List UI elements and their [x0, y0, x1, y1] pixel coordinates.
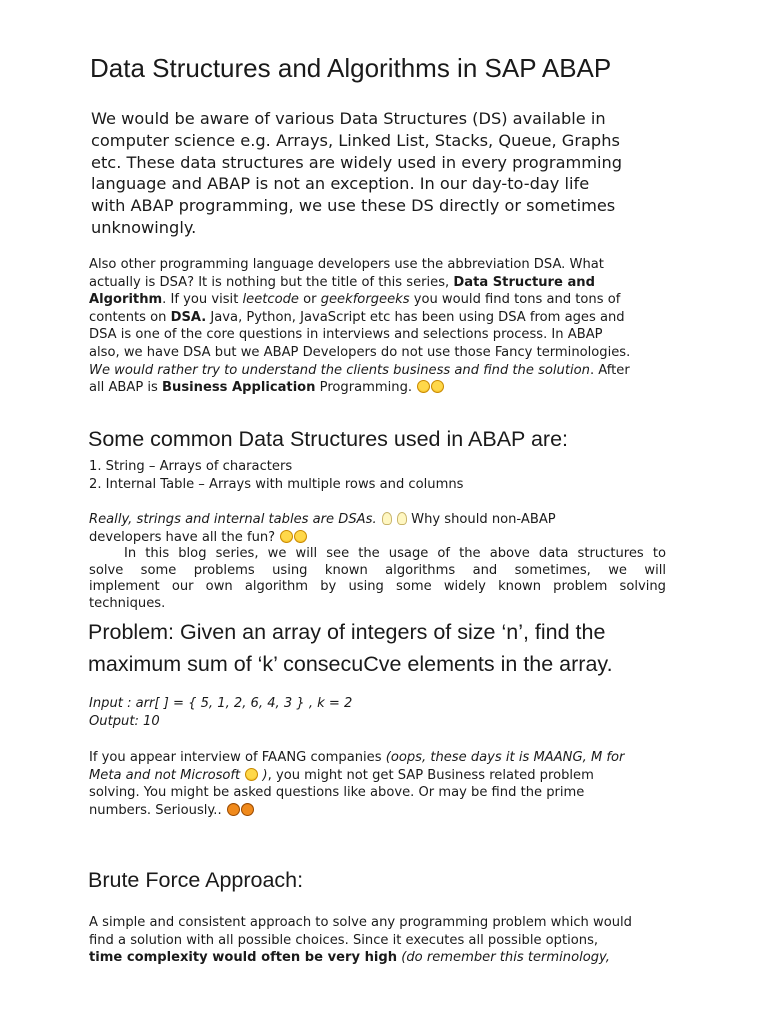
heart-eyes-face-icon [245, 768, 258, 781]
paragraph-line: DSA is one of the core questions in interviews and selections process. In ABAP [89, 327, 603, 343]
ds-list [89, 458, 714, 493]
paragraph-line: also, we have DSA but we ABAP Developers do not use those Fancy terminologies. [89, 344, 631, 360]
text-run: If you appear interview of FAANG companies [89, 750, 386, 765]
paragraph-line: Also other programming language developers use the abbreviation DSA. What [89, 257, 604, 272]
paragraph-line [89, 291, 714, 309]
text-run: Java, Python, JavaScript etc has been using DSA from ages and [206, 309, 625, 325]
text-run: . If you visit [162, 292, 243, 308]
light-bulb-icon [397, 512, 407, 525]
list-item: 1. String – Arrays of characters [89, 459, 293, 474]
text-run: you would find tons and tons of [409, 292, 621, 308]
text-run: actually is DSA? It is nothing but the title of this series, [89, 274, 454, 290]
italic-text: (oops, these days it is MAANG, M for [385, 750, 625, 765]
paragraph-line [89, 529, 666, 547]
winking-tongue-face-icon [431, 380, 444, 393]
paragraph-line: implement our own algorithm by using some widely known problem solving [89, 579, 666, 595]
text-run: developers have all the fun? [89, 529, 280, 545]
text-run: . After [589, 362, 630, 378]
list-item: 2. Internal Table – Arrays with multiple rows and columns [89, 476, 464, 492]
intro-line: unknowingly. [91, 217, 197, 237]
paragraph-line: A simple and consistent approach to solve any programming problem which would [89, 915, 632, 930]
intro-paragraph [91, 108, 701, 239]
paragraph-line: In this blog series, we will see the usage of the above data structures to [124, 546, 666, 562]
intro-line: language and ABAP is not an exception. In our day-to-day life [91, 174, 590, 194]
paragraph-line [89, 309, 714, 327]
problem-line: Problem: Given an array of integers of size ‘n’, find the [88, 620, 606, 644]
faang-paragraph [89, 749, 714, 819]
example-input: Input : arr[ ] = { 5, 1, 2, 6, 4, 3 } , k = 2 [89, 696, 353, 711]
brute-force-paragraph [89, 914, 714, 967]
paragraph-line: solving. You might be asked questions like above. Or may be find the prime [89, 785, 585, 801]
bold-text: Algorithm [89, 292, 163, 308]
winking-tongue-face-icon [417, 380, 430, 393]
bold-text: Data Structure and [453, 274, 595, 290]
section-heading: Brute Force Approach: [88, 868, 304, 892]
text-run: or [298, 292, 321, 308]
problem-heading [88, 616, 613, 680]
paragraph-line: find a solution with all possible choices. Since it executes all possible options, [89, 932, 599, 948]
italic-text: We would rather try to understand the clients business and find the solution [89, 362, 590, 378]
text-run: Programming. [315, 380, 417, 396]
problem-line: maximum sum of ‘k’ consecuCve elements in the array. [88, 652, 613, 676]
paragraph-line [89, 802, 714, 820]
italic-text: leetcode [242, 292, 299, 308]
paragraph-line [89, 949, 714, 967]
italic-text: ) [258, 767, 268, 783]
page-title: Data Structures and Algorithms in SAP ABAP [90, 53, 612, 83]
text-run: all ABAP is [89, 380, 163, 396]
jack-o-lantern-icon [241, 803, 254, 816]
paragraph-line [89, 379, 714, 397]
paragraph-line [89, 511, 666, 529]
example-block [89, 695, 714, 730]
text-run: Why should non-ABAP [406, 512, 556, 527]
intro-line: with ABAP programming, we use these DS directly or sometimes [91, 196, 616, 216]
paragraph-line: solve some problems using known algorithms and sometimes, we will [89, 562, 666, 578]
bold-text: DSA. [170, 309, 207, 325]
bold-text: Business Application [162, 380, 316, 396]
intro-line: computer science e.g. Arrays, Linked List, Stacks, Queue, Graphs [91, 130, 620, 150]
text-run: contents on [89, 309, 171, 325]
section-heading: Some common Data Structures used in ABAP are: [88, 427, 569, 451]
paragraph-line [89, 362, 714, 380]
paragraph-line: techniques. [89, 595, 166, 611]
italic-text: geekforgeeks [320, 292, 410, 308]
italic-text: Really, strings and internal tables are DSAs. [89, 512, 377, 527]
text-run: numbers. Seriously.. [89, 802, 226, 818]
intro-line: etc. These data structures are widely used in every programming [91, 152, 623, 172]
text-run: , you might not get SAP Business related problem [267, 767, 594, 783]
intro-line: We would be aware of various Data Structures (DS) available in [91, 109, 606, 128]
light-bulb-icon [382, 512, 392, 525]
winking-tongue-face-icon [294, 530, 307, 543]
jack-o-lantern-icon [227, 803, 240, 816]
bold-text: time complexity would often be very high [89, 950, 398, 966]
italic-text: Meta and not Microsoft [89, 767, 245, 783]
dsa-paragraph [89, 256, 714, 397]
italic-text: (do remember this terminology, [397, 950, 610, 966]
blog-paragraph [89, 511, 666, 612]
paragraph-line [89, 749, 714, 767]
winking-tongue-face-icon [280, 530, 293, 543]
paragraph-line [89, 767, 714, 785]
paragraph-line [89, 274, 714, 292]
example-output: Output: 10 [89, 713, 160, 729]
